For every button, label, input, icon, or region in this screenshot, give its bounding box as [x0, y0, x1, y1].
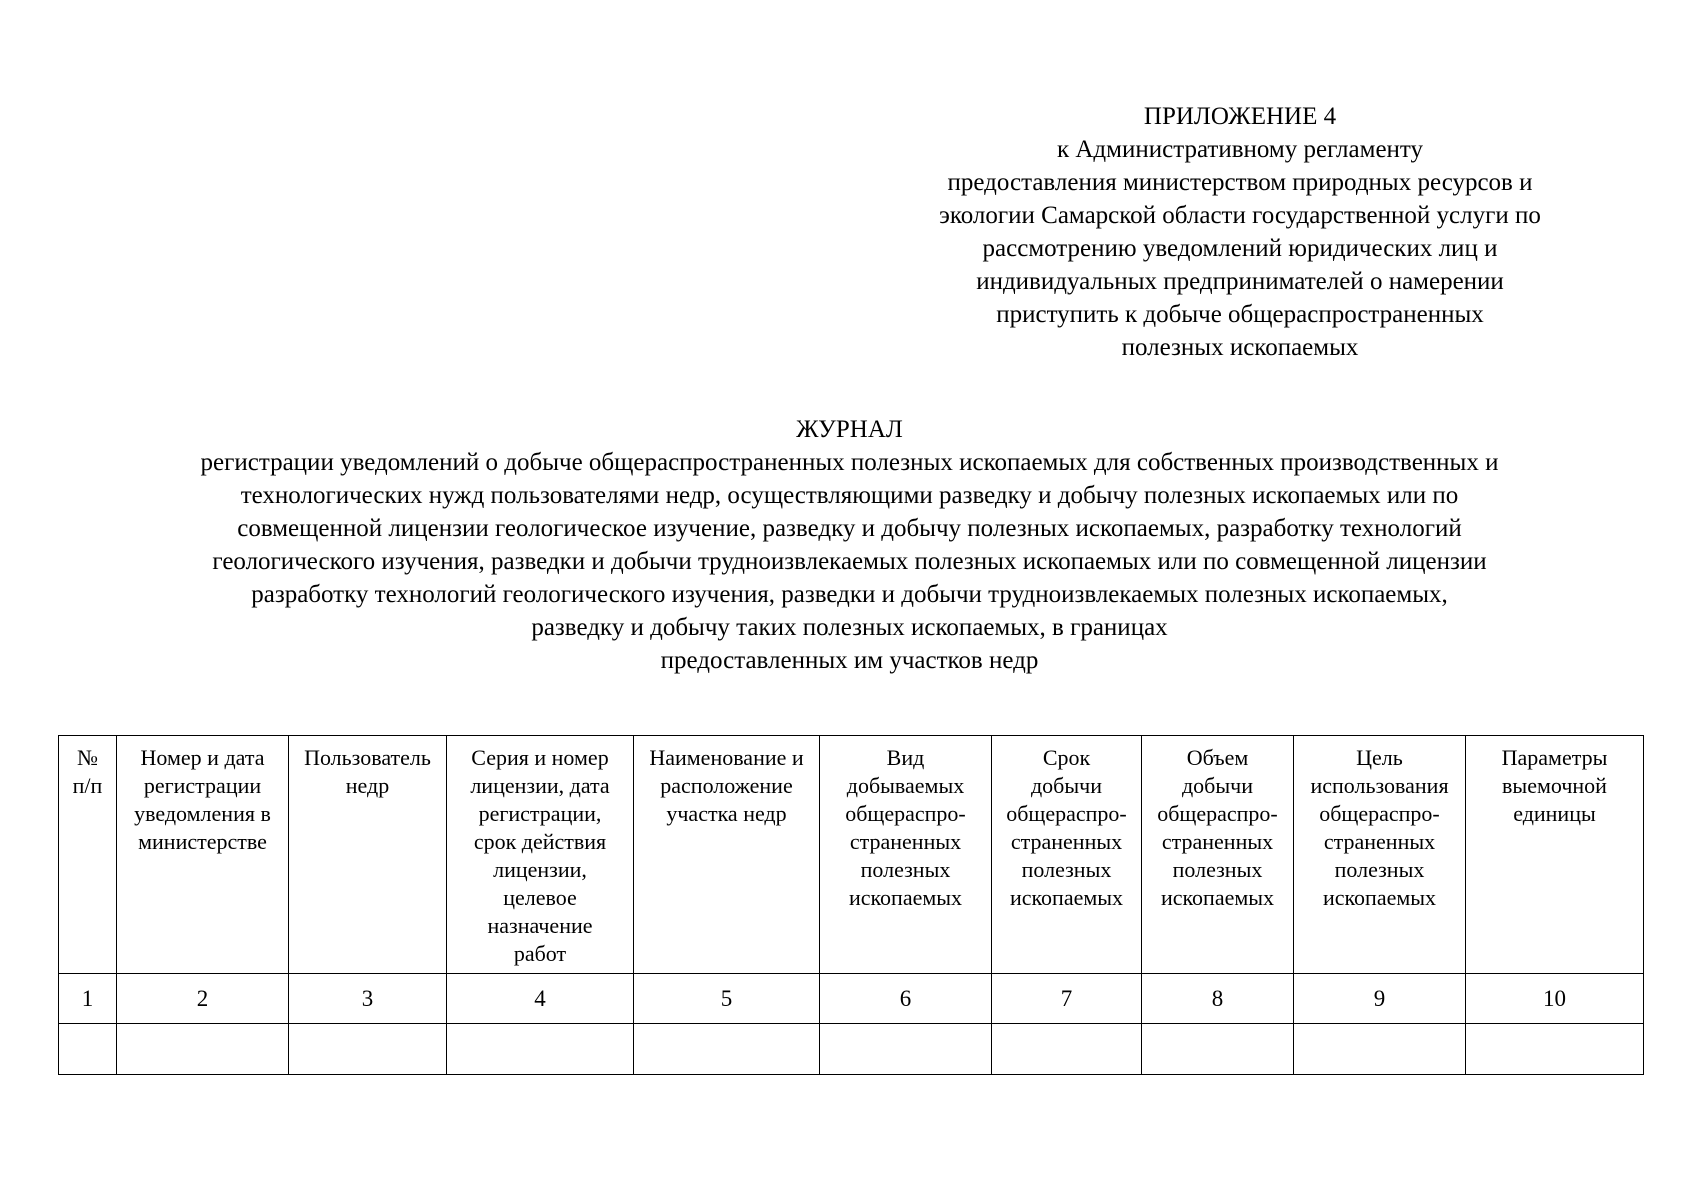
column-header-8: [1142, 736, 1294, 974]
appendix-line: к Административному регламенту: [1056, 136, 1424, 163]
column-header-10: [1466, 736, 1644, 974]
column-number: 7: [992, 974, 1142, 1024]
column-header-line: общераспро-: [1006, 801, 1127, 826]
column-header-line: страненных: [1010, 829, 1123, 854]
column-header-2: [117, 736, 289, 974]
column-header-line: полезных: [1021, 857, 1112, 882]
empty-cell[interactable]: [59, 1024, 117, 1075]
appendix-title: ПРИЛОЖЕНИЕ 4: [1143, 103, 1337, 130]
column-header-line: целевое: [503, 885, 577, 910]
column-header-line: ископаемых: [1322, 885, 1437, 910]
appendix-line: приступить к добыче общераспространенных: [996, 301, 1484, 328]
appendix-line: предоставления министерством природных ресурсов и: [947, 169, 1533, 196]
appendix-line: рассмотрению уведомлений юридических лиц и: [982, 235, 1498, 262]
column-header-line: Параметры: [1501, 745, 1608, 770]
column-header-line: общераспро-: [845, 801, 966, 826]
column-header-line: лицензии, дата: [470, 773, 610, 798]
column-header-line: использования: [1310, 773, 1449, 798]
empty-cell[interactable]: [634, 1024, 820, 1075]
column-header-line: лицензии,: [493, 857, 587, 882]
column-number: 5: [634, 974, 820, 1024]
column-header-line: регистрации,: [478, 801, 602, 826]
column-header-6: [820, 736, 992, 974]
column-header-line: №: [77, 745, 98, 770]
column-header-line: добываемых: [846, 773, 965, 798]
column-header-line: Серия и номер: [471, 745, 609, 770]
column-header-line: общераспро-: [1157, 801, 1278, 826]
journal-subtitle-line: разведку и добычу таких полезных ископаемых, в границах: [531, 614, 1168, 641]
column-header-line: уведомления в: [134, 801, 271, 826]
column-number: 3: [289, 974, 447, 1024]
column-header-line: выемочной: [1502, 773, 1607, 798]
column-header-line: Цель: [1356, 745, 1403, 770]
column-header-4: [447, 736, 634, 974]
appendix-line: экологии Самарской области государственной услуги по: [939, 202, 1541, 229]
journal-subtitle-line: совмещенной лицензии геологическое изучение, разведку и добычу полезных ископаемых, разработку технологий: [237, 515, 1462, 542]
column-header-3: [289, 736, 447, 974]
column-header-line: полезных: [860, 857, 951, 882]
column-header-line: Срок: [1042, 745, 1091, 770]
column-header-line: добычи: [1030, 773, 1102, 798]
column-header-line: страненных: [1323, 829, 1436, 854]
column-header-line: Пользователь: [304, 745, 431, 770]
appendix-line: индивидуальных предпринимателей о намерении: [976, 268, 1504, 295]
column-header-line: работ: [513, 941, 567, 966]
column-header-line: добычи: [1181, 773, 1253, 798]
empty-cell[interactable]: [820, 1024, 992, 1075]
column-header-9: [1294, 736, 1466, 974]
column-header-line: участка недр: [666, 801, 787, 826]
journal-subtitle-line: регистрации уведомлений о добыче общераспространенных полезных ископаемых для собственных производственных и: [200, 449, 1499, 476]
empty-entry-row[interactable]: [59, 1024, 1644, 1075]
column-number: 2: [117, 974, 289, 1024]
column-header-7: [992, 736, 1142, 974]
column-number: 10: [1466, 974, 1644, 1024]
column-header-line: страненных: [1161, 829, 1274, 854]
column-number: 9: [1294, 974, 1466, 1024]
empty-cell[interactable]: [289, 1024, 447, 1075]
column-number: 6: [820, 974, 992, 1024]
empty-cell[interactable]: [1466, 1024, 1644, 1075]
column-header-line: п/п: [72, 773, 103, 798]
registration-table: [58, 735, 1644, 1075]
column-number: 8: [1142, 974, 1294, 1024]
journal-heading: [0, 413, 1699, 677]
column-header-line: Номер и дата: [140, 745, 265, 770]
journal-title: ЖУРНАЛ: [796, 416, 903, 443]
column-header-line: Объем: [1186, 745, 1249, 770]
appendix-block: [860, 100, 1620, 364]
column-number: 4: [447, 974, 634, 1024]
empty-cell[interactable]: [117, 1024, 289, 1075]
empty-cell[interactable]: [1142, 1024, 1294, 1075]
column-header-5: [634, 736, 820, 974]
column-header-line: полезных: [1334, 857, 1425, 882]
column-header-line: регистрации: [143, 773, 262, 798]
column-header-1: [59, 736, 117, 974]
journal-subtitle-line: разработку технологий геологического изучения, разведки и добычи трудноизвлекаемых полезных ископаемых,: [251, 581, 1448, 608]
appendix-line: полезных ископаемых: [1121, 334, 1359, 361]
column-header-line: министерстве: [138, 829, 267, 854]
column-header-line: Наименование и: [649, 745, 804, 770]
column-header-line: срок действия: [473, 829, 607, 854]
column-header-line: полезных: [1172, 857, 1263, 882]
empty-cell[interactable]: [992, 1024, 1142, 1075]
column-header-line: ископаемых: [848, 885, 963, 910]
journal-subtitle-line: технологических нужд пользователями недр, осуществляющими разведку и добычу полезных ископаемых или по: [240, 482, 1459, 509]
empty-cell[interactable]: [447, 1024, 634, 1075]
column-number-row: [59, 974, 1644, 1024]
column-number: 1: [59, 974, 117, 1024]
column-header-line: расположение: [660, 773, 793, 798]
column-header-line: страненных: [849, 829, 962, 854]
empty-cell[interactable]: [1294, 1024, 1466, 1075]
column-header-line: ископаемых: [1160, 885, 1275, 910]
column-header-line: назначение: [487, 913, 593, 938]
journal-subtitle-line: предоставленных им участков недр: [660, 647, 1039, 674]
column-header-line: ископаемых: [1009, 885, 1124, 910]
journal-subtitle-line: геологического изучения, разведки и добычи трудноизвлекаемых полезных ископаемых или по совмещенной лицензии: [212, 548, 1487, 575]
column-header-line: единицы: [1513, 801, 1596, 826]
column-header-line: общераспро-: [1319, 801, 1440, 826]
column-header-line: недр: [345, 773, 390, 798]
table-header-row: [59, 736, 1644, 974]
column-header-line: Вид: [886, 745, 925, 770]
